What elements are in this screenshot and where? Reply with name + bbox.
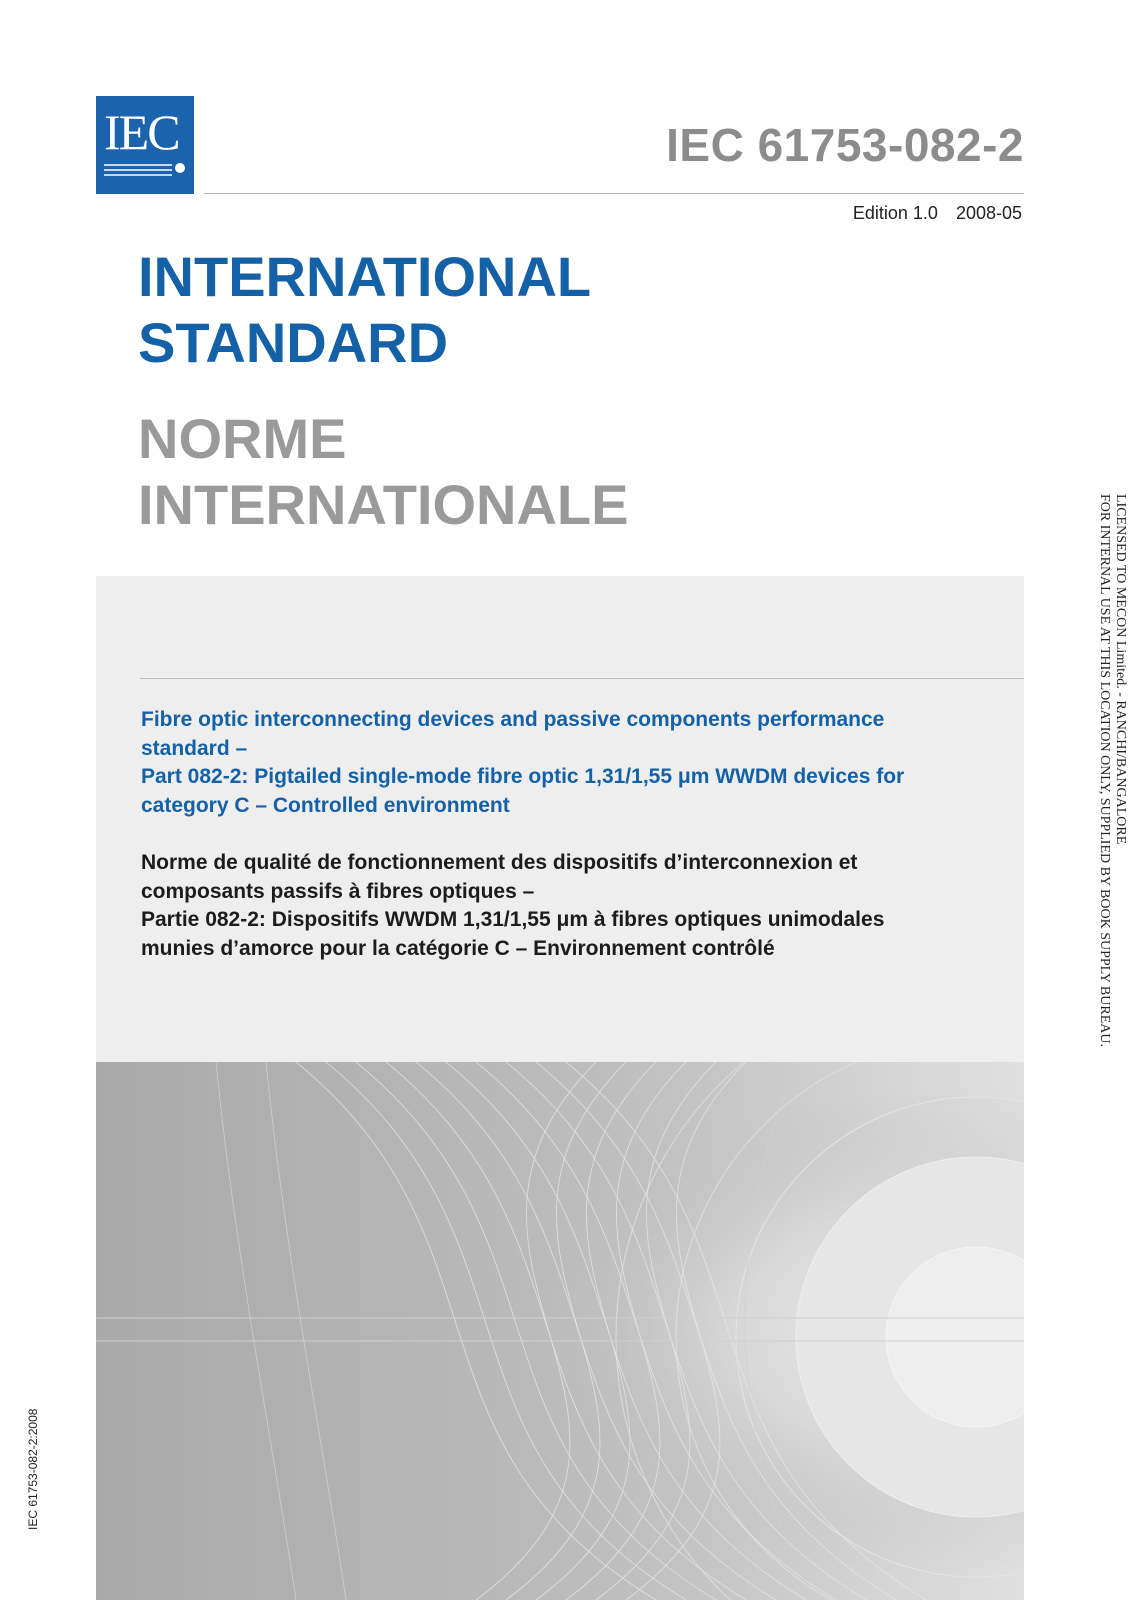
- desc-en-line: Part 082-2: Pigtailed single-mode fibre optic 1,31/1,55 μm WWDM devices for: [141, 765, 905, 788]
- title-en-line2: STANDARD: [138, 311, 449, 374]
- license-notice: [1096, 494, 1128, 1047]
- band-divider: [140, 678, 1024, 679]
- title-fr-line1: NORME: [138, 407, 347, 470]
- license-line1: LICENSED TO MECON Limited. - RANCHI/BANGALORE: [1113, 494, 1128, 845]
- title-english: [138, 244, 591, 376]
- desc-en-line: Fibre optic interconnecting devices and passive components performance: [141, 708, 885, 731]
- spine-label: IEC 61753-082-2:2008: [26, 1408, 40, 1530]
- desc-fr-line: Norme de qualité de fonctionnement des dispositifs d’interconnexion et: [141, 851, 858, 874]
- cover-graphic: [96, 1062, 1024, 1600]
- desc-fr-line: munies d’amorce pour la catégorie C – Environnement contrôlé: [141, 936, 775, 960]
- description-english: [141, 706, 1001, 820]
- logo-text: IEC: [104, 104, 179, 160]
- title-fr-line2: INTERNATIONALE: [138, 473, 629, 536]
- iec-logo: [96, 96, 194, 194]
- desc-en-line: standard –: [141, 736, 248, 760]
- desc-fr-line: composants passifs à fibres optiques –: [141, 879, 535, 903]
- standard-number: IEC 61753-082-2: [666, 119, 1024, 171]
- desc-en-line: category C – Controlled environment: [141, 793, 510, 817]
- title-en-line1: INTERNATIONAL: [138, 245, 592, 308]
- title-french: [138, 406, 629, 538]
- edition-date: 2008-05: [955, 203, 1022, 223]
- edition-info: [853, 203, 1022, 224]
- license-line2: FOR INTERNAL USE AT THIS LOCATION ONLY, SUPPLIED BY BOOK SUPPLY BUREAU.: [1097, 494, 1112, 1047]
- desc-fr-line: Partie 082-2: Dispositifs WWDM 1,31/1,55 μm à fibres optiques unimodales: [141, 908, 885, 931]
- header-divider: [204, 193, 1024, 194]
- edition-label: Edition 1.0: [852, 203, 938, 223]
- fibre-swirl-graphic: [96, 1062, 1024, 1600]
- description-french: [141, 849, 1001, 963]
- logo-lines-icon: [104, 162, 188, 184]
